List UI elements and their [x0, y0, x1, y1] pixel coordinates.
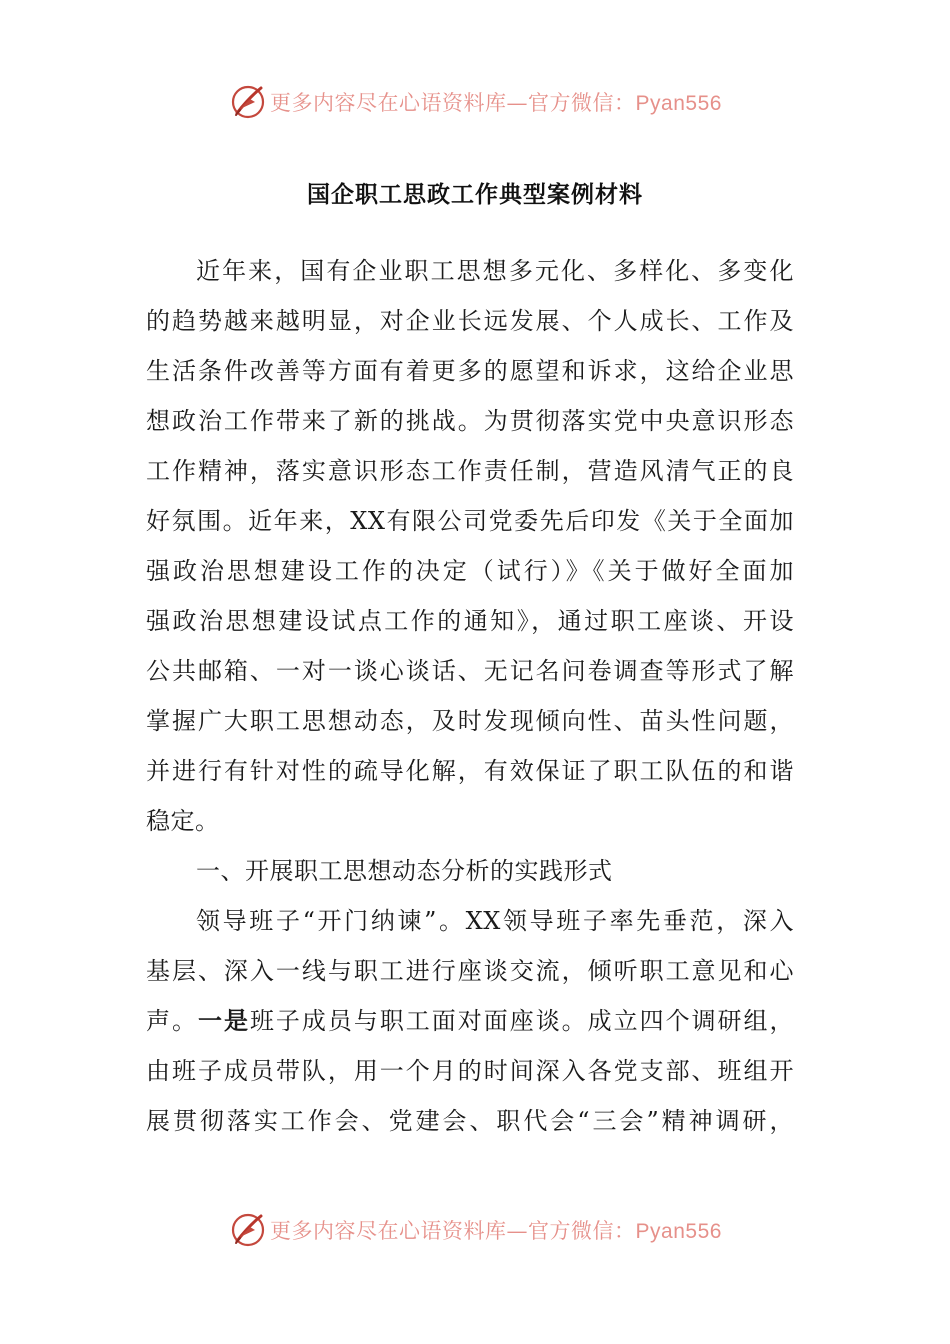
watermark-text: 更多内容尽在心语资料库—官方微信：Pyan556	[270, 1219, 722, 1243]
watermark-wechat-id: Pyan556	[635, 92, 722, 115]
paragraph-line: 掌握广大职工思想动态，及时发现倾向性、苗头性问题，	[146, 707, 794, 735]
paragraph-line: 基层、深入一线与职工进行座谈交流，倾听职工意见和心	[146, 957, 794, 985]
paragraph-line: 领导班子“开门纳谏”。XX领导班子率先垂范，深入	[196, 907, 794, 935]
paragraph-line: 的趋势越来越明显，对企业长远发展、个人成长、工作及	[146, 307, 794, 335]
section-heading: 一、开展职工思想动态分析的实践形式	[196, 857, 613, 885]
document-body	[146, 246, 794, 1146]
paragraph-line	[146, 996, 794, 1046]
paragraph-line: 好氛围。近年来，XX有限公司党委先后印发《关于全面加	[146, 507, 794, 535]
bold-lead-text: 一是	[197, 1006, 250, 1035]
paragraph-line: 生活条件改善等方面有着更多的愿望和诉求，这给企业思	[146, 357, 794, 385]
paragraph-line: 展贯彻落实工作会、党建会、职代会“三会”精神调研，	[146, 1107, 794, 1135]
paragraph-line: 工作精神，落实意识形态工作责任制，营造风清气正的良	[146, 457, 794, 485]
paragraph-line: 想政治工作带来了新的挑战。为贯彻落实党中央意识形态	[146, 407, 794, 435]
paragraph-line: 稳定。	[146, 807, 220, 835]
footer-watermark	[0, 1208, 950, 1252]
paragraph-line: 并进行有针对性的疏导化解，有效保证了职工队伍的和谐	[146, 757, 794, 785]
paragraph-line: 近年来，国有企业职工思想多元化、多样化、多变化	[196, 257, 794, 285]
paragraph-line: 公共邮箱、一对一谈心谈话、无记名问卷调查等形式了解	[146, 657, 794, 685]
watermark-text: 更多内容尽在心语资料库—官方微信：Pyan556	[270, 91, 722, 115]
paragraph-text: 班子成员与职工面对面座谈。成立四个调研组，	[249, 1007, 795, 1035]
quill-pen-logo-icon	[228, 82, 268, 122]
header-watermark	[0, 80, 950, 124]
quill-pen-logo-icon	[228, 1210, 268, 1250]
document-title: 国企职工思政工作典型案例材料	[307, 182, 643, 208]
watermark-wechat-id: Pyan556	[635, 1220, 722, 1243]
paragraph-text: 声。	[146, 1007, 198, 1035]
paragraph-line: 由班子成员带队，用一个月的时间深入各党支部、班组开	[146, 1057, 794, 1085]
paragraph-line: 强政治思想建设工作的决定（试行）》《关于做好全面加	[146, 557, 794, 585]
paragraph-line: 强政治思想建设试点工作的通知》，通过职工座谈、开设	[146, 607, 794, 635]
